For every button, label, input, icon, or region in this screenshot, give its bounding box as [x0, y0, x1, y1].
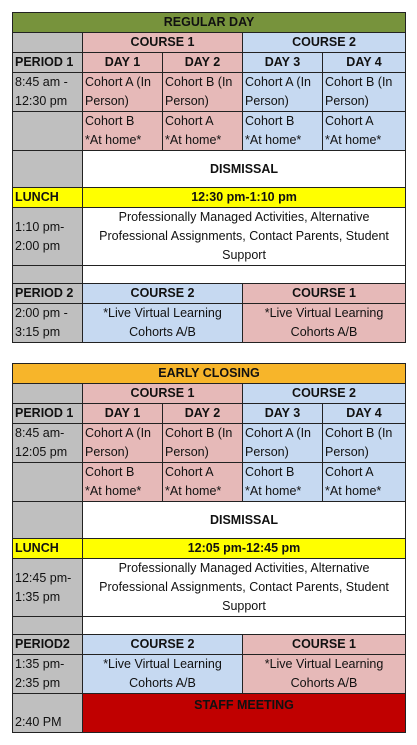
cohort-cell: Cohort B (In Person) [163, 424, 243, 463]
early-closing-header: EARLY CLOSING [13, 364, 406, 384]
period1-label: PERIOD 1 [13, 53, 83, 73]
dismissal-label: DISMISSAL [83, 502, 406, 539]
dismissal-label: DISMISSAL [83, 151, 406, 188]
course1-header: COURSE 1 [83, 33, 243, 53]
time-cell [13, 463, 83, 502]
day-header: DAY 1 [83, 404, 163, 424]
cohort-cell: Cohort B (In Person) [163, 73, 243, 112]
time-end: 12:30 pm [15, 94, 68, 108]
time-cell [13, 33, 83, 53]
course2-header: COURSE 2 [243, 384, 406, 404]
day-header: DAY 1 [83, 53, 163, 73]
cohort-cell: Cohort A (In Person) [243, 424, 323, 463]
period1-label: PERIOD 1 [13, 404, 83, 424]
time-cell [13, 266, 83, 284]
day-header: DAY 3 [243, 404, 323, 424]
spacer-cell [83, 617, 406, 635]
time-cell [13, 502, 83, 539]
day-header: DAY 2 [163, 404, 243, 424]
cohort-cell: Cohort A (In Person) [243, 73, 323, 112]
day-header: DAY 2 [163, 53, 243, 73]
activities-text: Professionally Managed Activities, Alternative Professional Assignments, Contact Parents, Student Support [83, 208, 406, 266]
day-header: DAY 3 [243, 53, 323, 73]
cohort-cell: Cohort A *At home* [163, 463, 243, 502]
p2-course-left: COURSE 2 [83, 635, 243, 655]
live-virtual-cell: *Live Virtual Learning Cohorts A/B [243, 304, 406, 343]
course2-header: COURSE 2 [243, 33, 406, 53]
activities-time: 12:45 pm- 1:35 pm [13, 559, 83, 617]
live-virtual-cell: *Live Virtual Learning Cohorts A/B [83, 655, 243, 694]
cohort-cell: Cohort B *At home* [83, 463, 163, 502]
course1-header: COURSE 1 [83, 384, 243, 404]
activities-time: 1:10 pm- 2:00 pm [13, 208, 83, 266]
day-header: DAY 4 [323, 404, 406, 424]
day-header: DAY 4 [323, 53, 406, 73]
period1-time: 8:45 am- 12:05 pm [13, 424, 83, 463]
live-virtual-cell: *Live Virtual Learning Cohorts A/B [243, 655, 406, 694]
period2-time: 2:00 pm - 3:15 pm [13, 304, 83, 343]
p2-course-left: COURSE 2 [83, 284, 243, 304]
lunch-time: 12:30 pm-1:10 pm [83, 188, 406, 208]
time-cell [13, 617, 83, 635]
lunch-label: LUNCH [13, 188, 83, 208]
cohort-cell: Cohort A *At home* [323, 463, 406, 502]
p2-course-right: COURSE 1 [243, 635, 406, 655]
cohort-cell: Cohort A (In Person) [83, 424, 163, 463]
period2-label: PERIOD 2 [13, 284, 83, 304]
cohort-cell: Cohort B *At home* [83, 112, 163, 151]
cohort-cell: Cohort A *At home* [323, 112, 406, 151]
cohort-cell: Cohort A (In Person) [83, 73, 163, 112]
time-cell [13, 384, 83, 404]
activities-text: Professionally Managed Activities, Alternative Professional Assignments, Contact Parents, Student Support [83, 559, 406, 617]
staff-meeting-banner: STAFF MEETING [83, 694, 406, 733]
live-virtual-cell: *Live Virtual Learning Cohorts A/B [83, 304, 243, 343]
cohort-cell: Cohort B (In Person) [323, 424, 406, 463]
time-cell [13, 112, 83, 151]
regular-day-table [12, 12, 406, 343]
lunch-time: 12:05 pm-12:45 pm [83, 539, 406, 559]
time-cell [13, 151, 83, 188]
staff-meeting-time: 2:40 PM [13, 694, 83, 733]
cohort-cell: Cohort B (In Person) [323, 73, 406, 112]
cohort-cell: Cohort B *At home* [243, 463, 323, 502]
time-start: 8:45 am - [15, 75, 68, 89]
early-closing-table [12, 363, 406, 733]
p2-course-right: COURSE 1 [243, 284, 406, 304]
period2-time: 1:35 pm- 2:35 pm [13, 655, 83, 694]
lunch-label: LUNCH [13, 539, 83, 559]
cohort-cell: Cohort A *At home* [163, 112, 243, 151]
period2-label: PERIOD2 [13, 635, 83, 655]
spacer-cell [83, 266, 406, 284]
regular-day-header: REGULAR DAY [13, 13, 406, 33]
period1-time [13, 73, 83, 112]
cohort-cell: Cohort B *At home* [243, 112, 323, 151]
